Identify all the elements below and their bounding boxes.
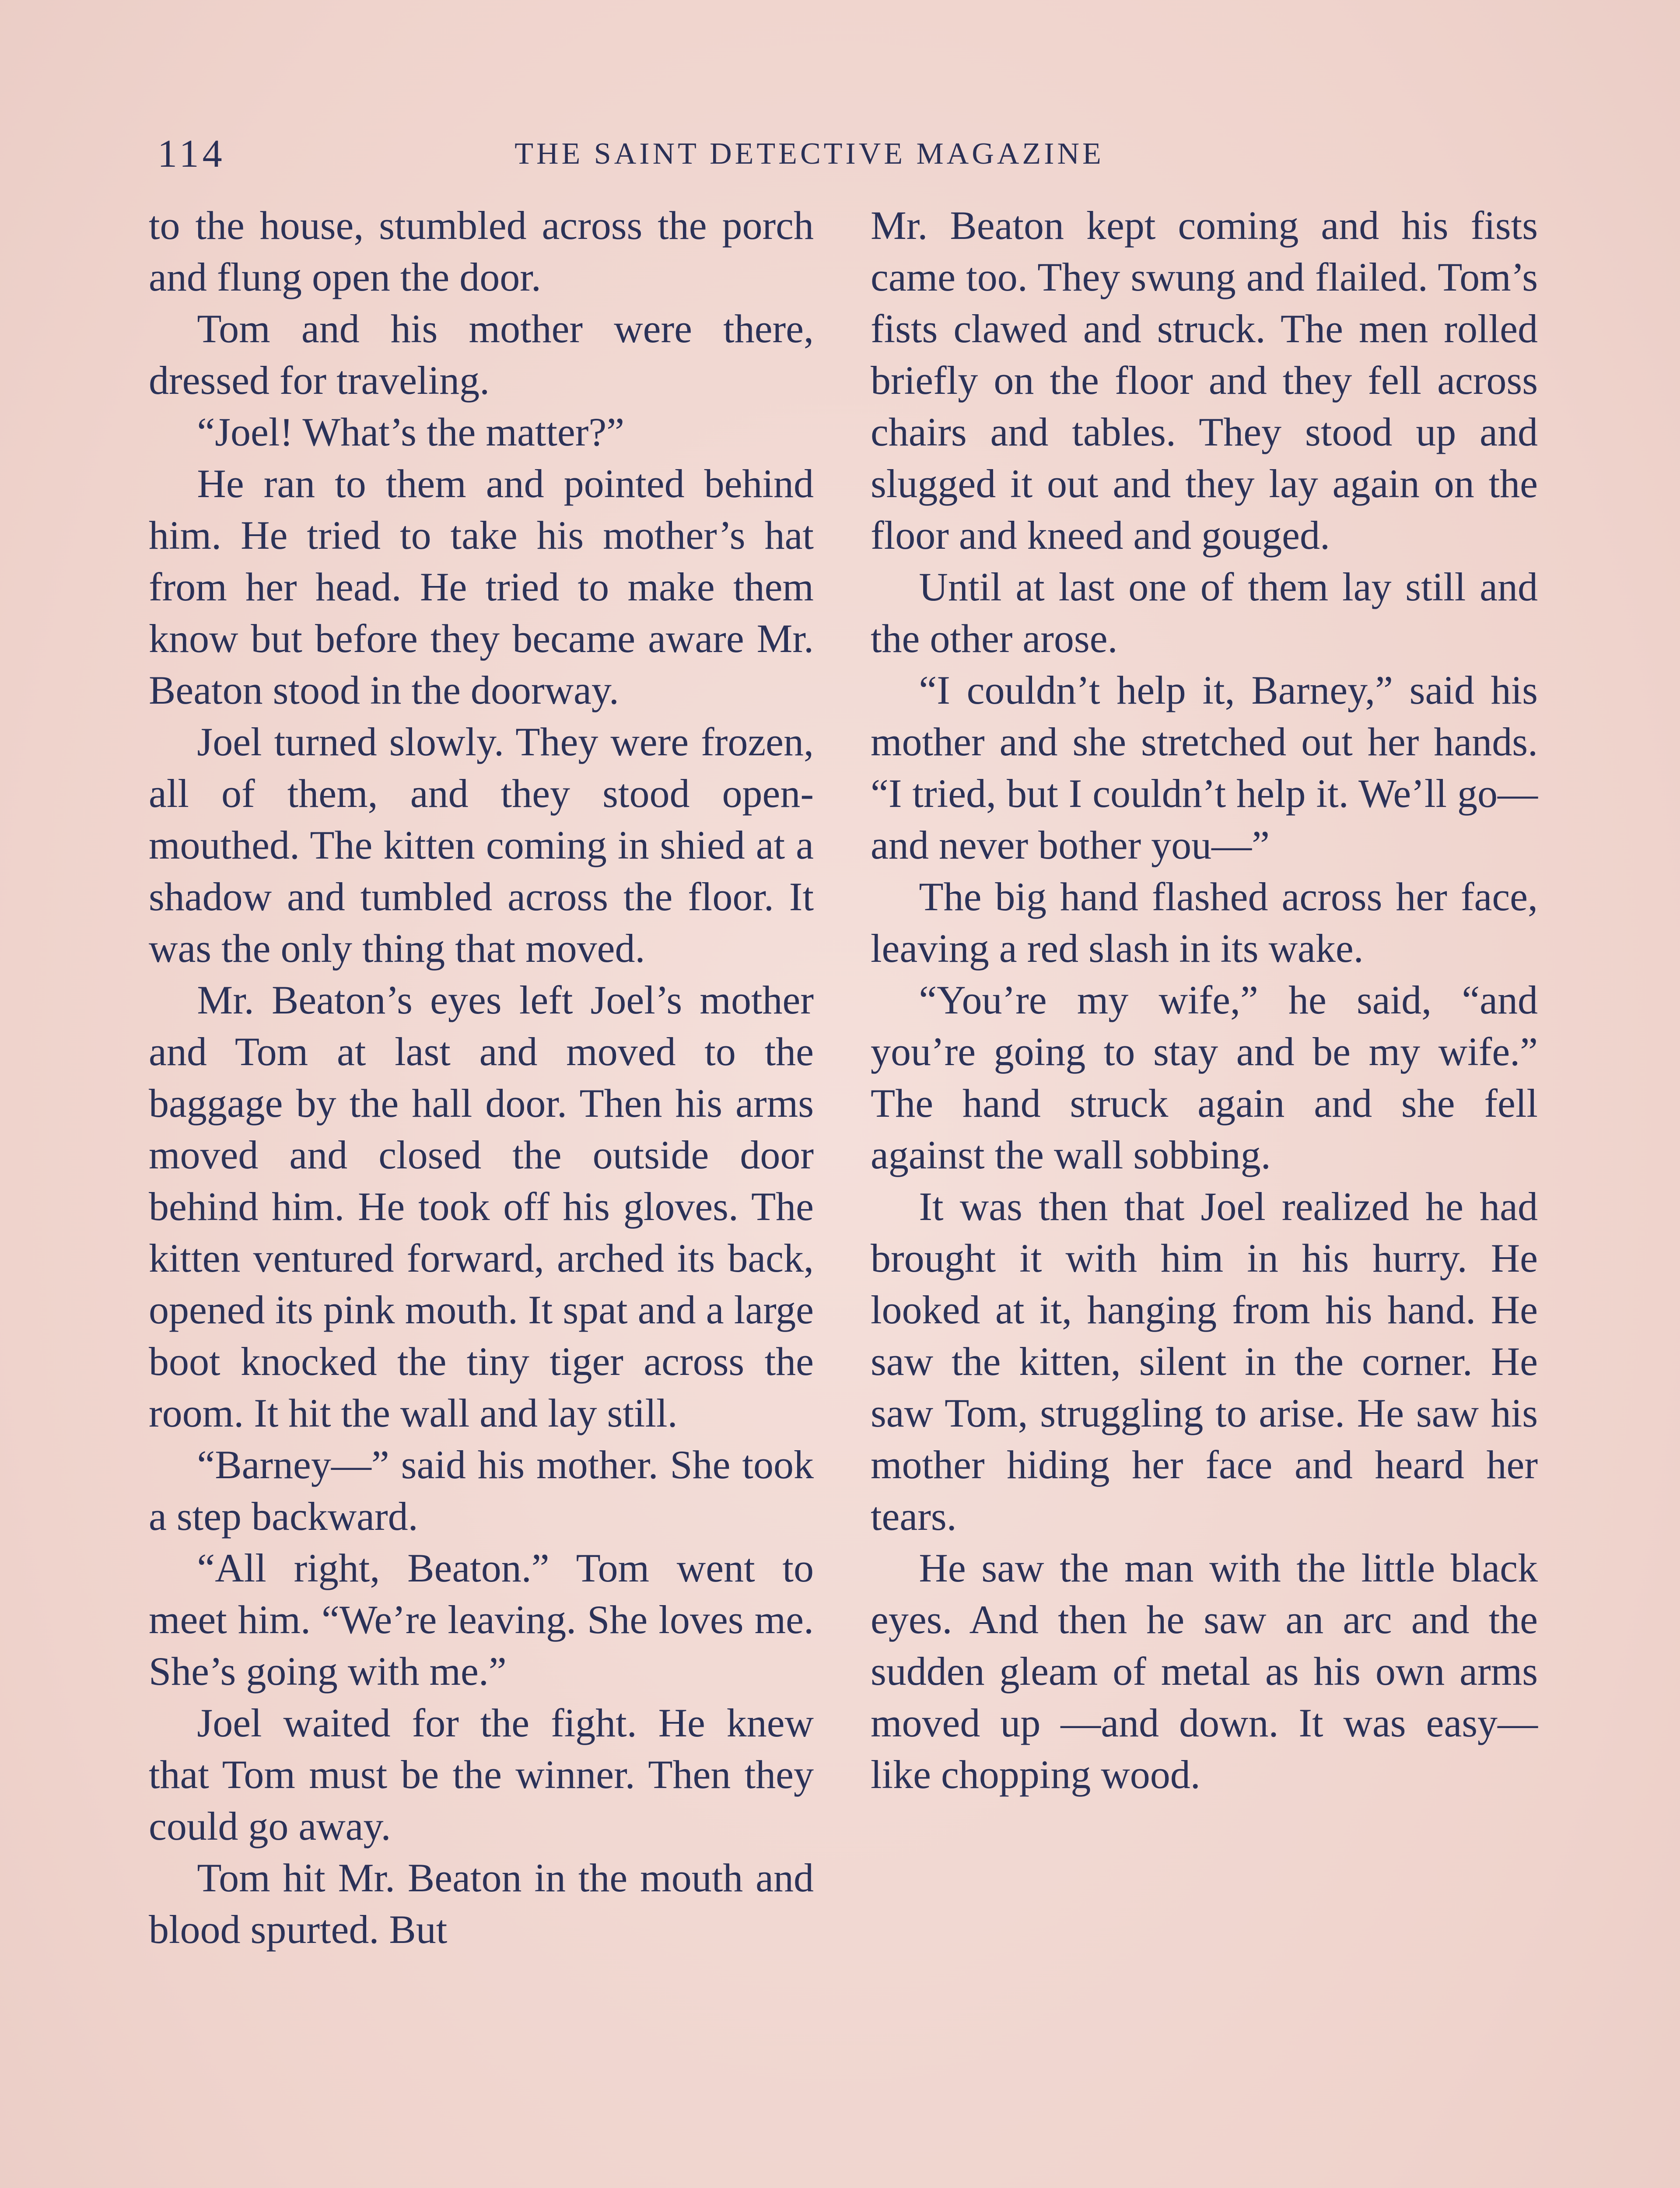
paragraph: Joel turned slowly. They were frozen, all of them, and they stood open-mouthed. The kitten coming in shied at a shadow and tumbled across the floor. It was the only thing that moved.: [149, 719, 814, 971]
right-column: [871, 200, 1538, 1800]
paragraph: Tom hit Mr. Beaton in the mouth and blood spurted. But: [149, 1855, 814, 1952]
paragraph: Joel waited for the fight. He knew that Tom must be the winner. Then they could go away.: [149, 1701, 814, 1848]
paragraph: “Joel! What’s the matter?”: [197, 410, 625, 454]
running-title: THE SAINT DETECTIVE MAGAZINE: [514, 137, 1104, 171]
paragraph: The big hand flashed across her face, leaving a red slash in its wake.: [871, 874, 1538, 971]
paragraph: Until at last one of them lay still and the other arose.: [871, 565, 1538, 661]
paragraph: Tom and his mother were there, dressed for traveling.: [149, 306, 814, 403]
paragraph: Mr. Beaton kept coming and his fists came too. They swung and flailed. Tom’s fists clawed and struck. The men rolled briefly on the floor and they fell across chairs and tables. They stood up and slugged it out and they lay again on the floor and kneed and gouged.: [871, 203, 1538, 558]
paragraph: He ran to them and pointed behind him. He tried to take his mother’s hat from her head. He tried to make them know but before they became aware Mr. Beaton stood in the doorway.: [149, 461, 814, 712]
page-header: [0, 131, 1680, 184]
left-column: [149, 200, 814, 1955]
paragraph: He saw the man with the little black eyes. And then he saw an arc and the sudden gleam of metal as his own arms moved up —and down. It was easy—like chopping wood.: [871, 1546, 1538, 1797]
paragraph: “You’re my wife,” he said, “and you’re going to stay and be my wife.” The hand struck again and she fell against the wall sobbing.: [871, 978, 1538, 1177]
paragraph: “Barney—” said his mother. She took a step backward.: [149, 1442, 814, 1539]
paragraph: “I couldn’t help it, Barney,” said his mother and she stretched out her hands. “I tried, but I couldn’t help it. We’ll go—and never bother you—”: [871, 668, 1538, 867]
paragraph: Mr. Beaton’s eyes left Joel’s mother and Tom at last and moved to the baggage by the hall door. Then his arms moved and closed the outside door behind him. He took off his gloves. The kitten ventured forward, arched its back, opened its pink mouth. It spat and a large boot knocked the tiny tiger across the room. It hit the wall and lay still.: [149, 978, 814, 1435]
paragraph: to the house, stumbled across the porch and flung open the door.: [149, 203, 814, 299]
paragraph: It was then that Joel realized he had brought it with him in his hurry. He looked at it, hanging from his hand. He saw the kitten, silent in the corner. He saw Tom, struggling to arise. He saw his mother hiding her face and heard her tears.: [871, 1184, 1538, 1539]
paragraph: “All right, Beaton.” Tom went to meet him. “We’re leaving. She loves me. She’s going with me.”: [149, 1546, 814, 1694]
page-number: 114: [158, 132, 226, 175]
